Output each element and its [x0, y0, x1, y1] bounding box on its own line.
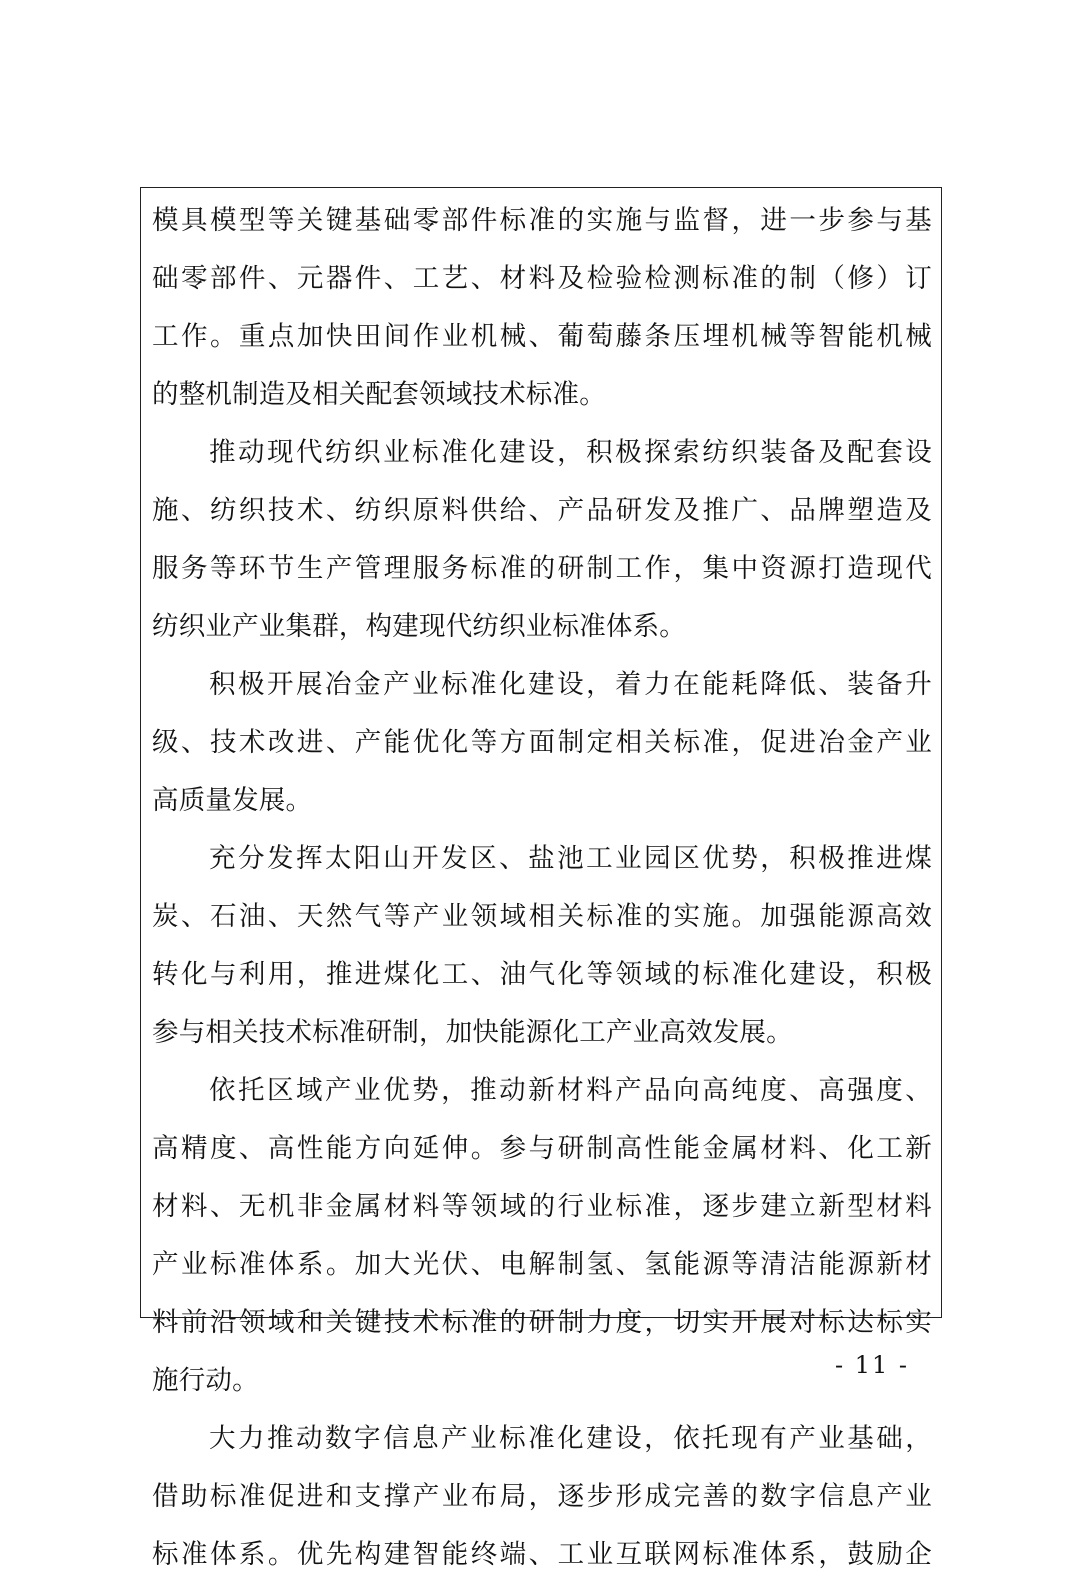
paragraph-line: 借助标准促进和支撑产业布局，逐步形成完善的数字信息产业: [152, 1481, 932, 1512]
paragraph-line: 模具模型等关键基础零部件标准的实施与监督，进一步参与基: [152, 205, 932, 236]
paragraph-line: 高质量发展。: [152, 785, 313, 816]
page-number: - 11 -: [835, 1351, 910, 1379]
paragraph-line: 依托区域产业优势，推动新材料产品向高纯度、高强度、: [209, 1075, 932, 1106]
paragraph-line: 推动现代纺织业标准化建设，积极探索纺织装备及配套设: [209, 437, 932, 468]
paragraph-line: 参与相关技术标准研制，加快能源化工产业高效发展。: [152, 1017, 793, 1048]
paragraph-line: 料前沿领域和关键技术标准的研制力度，切实开展对标达标实: [152, 1307, 932, 1338]
paragraph-line: 标准体系。优先构建智能终端、工业互联网标准体系，鼓励企: [152, 1539, 932, 1570]
paragraph-line: 级、技术改进、产能优化等方面制定相关标准，促进冶金产业: [152, 727, 932, 758]
body-text: [152, 192, 932, 1584]
paragraph-line: 纺织业产业集群，构建现代纺织业标准体系。: [152, 611, 686, 642]
paragraph-line: 施行动。: [152, 1365, 259, 1396]
paragraph-line: 的整机制造及相关配套领域技术标准。: [152, 379, 606, 410]
paragraph-line: 高精度、高性能方向延伸。参与研制高性能金属材料、化工新: [152, 1133, 932, 1164]
paragraph-line: 大力推动数字信息产业标准化建设，依托现有产业基础，: [209, 1423, 932, 1454]
paragraph-line: 积极开展冶金产业标准化建设，着力在能耗降低、装备升: [209, 669, 932, 700]
paragraph-line: 材料、无机非金属材料等领域的行业标准，逐步建立新型材料: [152, 1191, 932, 1222]
paragraph-line: 转化与利用，推进煤化工、油气化等领域的标准化建设，积极: [152, 959, 932, 990]
paragraph-line: 产业标准体系。加大光伏、电解制氢、氢能源等清洁能源新材: [152, 1249, 932, 1280]
paragraph-line: 充分发挥太阳山开发区、盐池工业园区优势，积极推进煤: [209, 843, 932, 874]
paragraph-line: 工作。重点加快田间作业机械、葡萄藤条压埋机械等智能机械: [152, 321, 932, 352]
paragraph-line: 炭、石油、天然气等产业领域相关标准的实施。加强能源高效: [152, 901, 932, 932]
paragraph-line: 服务等环节生产管理服务标准的研制工作，集中资源打造现代: [152, 553, 932, 584]
paragraph-line: 础零部件、元器件、工艺、材料及检验检测标准的制（修）订: [152, 263, 932, 294]
paragraph-line: 施、纺织技术、纺织原料供给、产品研发及推广、品牌塑造及: [152, 495, 932, 526]
